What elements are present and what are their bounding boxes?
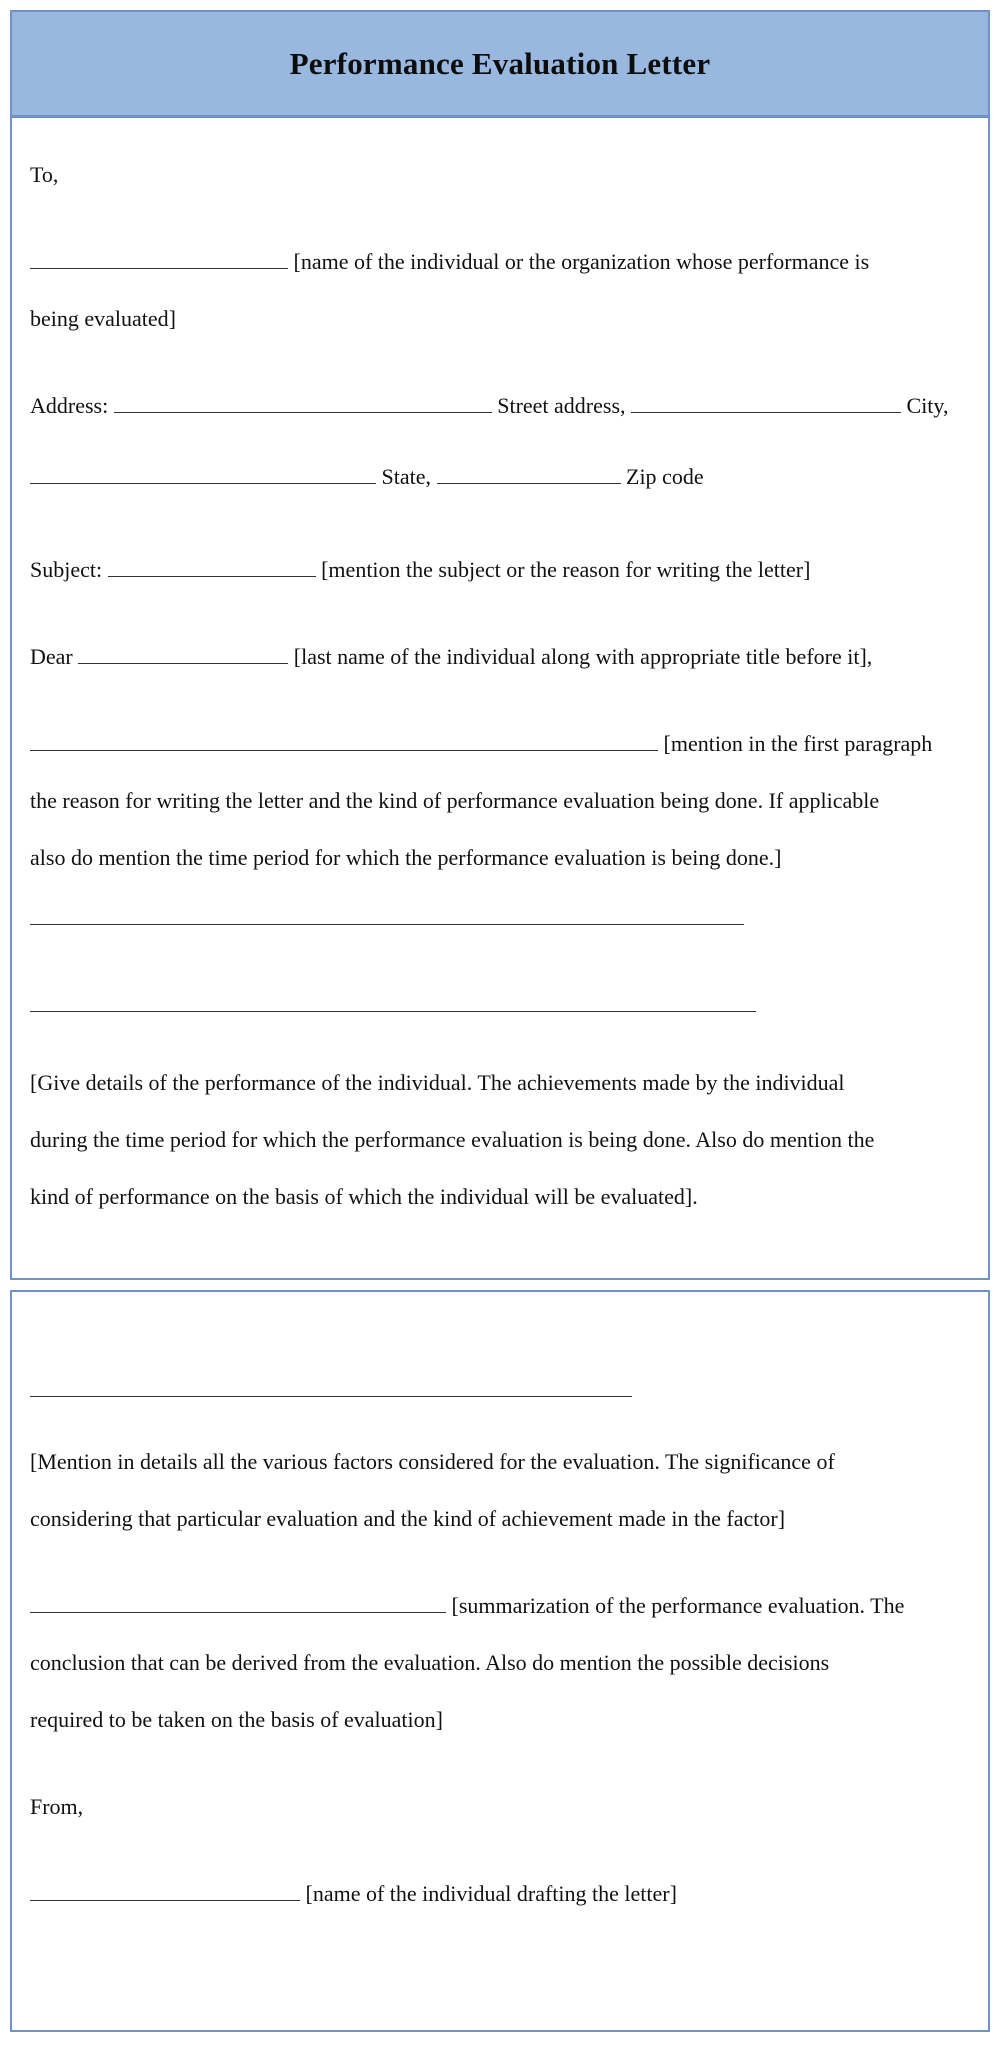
subject-line xyxy=(30,541,970,598)
to-label: To, xyxy=(30,162,59,187)
salutation-line xyxy=(30,628,970,685)
dear-label: Dear xyxy=(30,644,79,669)
first-paragraph-line xyxy=(30,715,970,772)
state-blank[interactable] xyxy=(437,465,621,484)
subject-label: Subject: xyxy=(30,557,108,582)
address-label: Address: xyxy=(30,393,114,418)
drafter-line xyxy=(30,1865,970,1922)
letter-section-1 xyxy=(10,10,990,1280)
summary-line-2: conclusion that can be derived from the evaluation. Also do mention the possible decisions xyxy=(30,1650,830,1675)
factors-line-2: considering that particular evaluation and the kind of achievement made in the factor] xyxy=(30,1506,786,1531)
details-line-3: kind of performance on the basis of which the individual will be evaluated]. xyxy=(30,1184,698,1209)
recipient-hint: [name of the individual or the organization whose performance is xyxy=(288,249,870,274)
first-paragraph-line-3: also do mention the time period for which the performance evaluation is being done.] xyxy=(30,845,782,870)
recipient-line xyxy=(30,233,970,290)
street-label: Street address, xyxy=(491,393,632,418)
first-paragraph-hint: [mention in the first paragraph xyxy=(658,731,933,756)
subject-hint: [mention the subject or the reason for writing the letter] xyxy=(315,557,811,582)
from-label: From, xyxy=(30,1794,84,1819)
letter-section-2 xyxy=(10,1290,990,2032)
summary-line-3: required to be taken on the basis of evaluation] xyxy=(30,1707,443,1732)
summary-blank[interactable] xyxy=(30,1594,446,1613)
letter-body-2 xyxy=(12,1292,988,1922)
city-label: City, xyxy=(901,393,949,418)
address-blank[interactable] xyxy=(114,394,492,413)
dear-hint: [last name of the individual along with appropriate title before it], xyxy=(288,644,873,669)
subject-blank[interactable] xyxy=(108,558,316,577)
first-paragraph-line-2: the reason for writing the letter and the kind of performance evaluation being done. If applicable xyxy=(30,788,880,813)
title-banner xyxy=(12,12,988,118)
drafter-name-blank[interactable] xyxy=(30,1882,300,1901)
last-name-blank[interactable] xyxy=(78,645,288,664)
details-line-2: during the time period for which the performance evaluation is being done. Also do mention the xyxy=(30,1127,875,1152)
first-paragraph-blank[interactable] xyxy=(30,732,658,751)
summary-line xyxy=(30,1577,970,1634)
summary-hint: [summarization of the performance evaluation. The xyxy=(446,1593,905,1618)
details-line-1: [Give details of the performance of the individual. The achievements made by the individual xyxy=(30,1070,845,1095)
page-title: Performance Evaluation Letter xyxy=(289,45,711,81)
recipient-hint-continued: being evaluated] xyxy=(30,306,176,331)
state-label: State, xyxy=(376,464,437,489)
drafter-hint: [name of the individual drafting the letter] xyxy=(300,1881,677,1906)
letter-body-1 xyxy=(12,118,988,1225)
address-line xyxy=(30,377,970,434)
city-blank[interactable] xyxy=(30,465,376,484)
state-zip-line xyxy=(30,448,970,505)
zip-label: Zip code xyxy=(620,464,704,489)
street-address-blank[interactable] xyxy=(631,394,901,413)
recipient-name-blank[interactable] xyxy=(30,250,288,269)
factors-line-1: [Mention in details all the various factors considered for the evaluation. The significance of xyxy=(30,1449,835,1474)
